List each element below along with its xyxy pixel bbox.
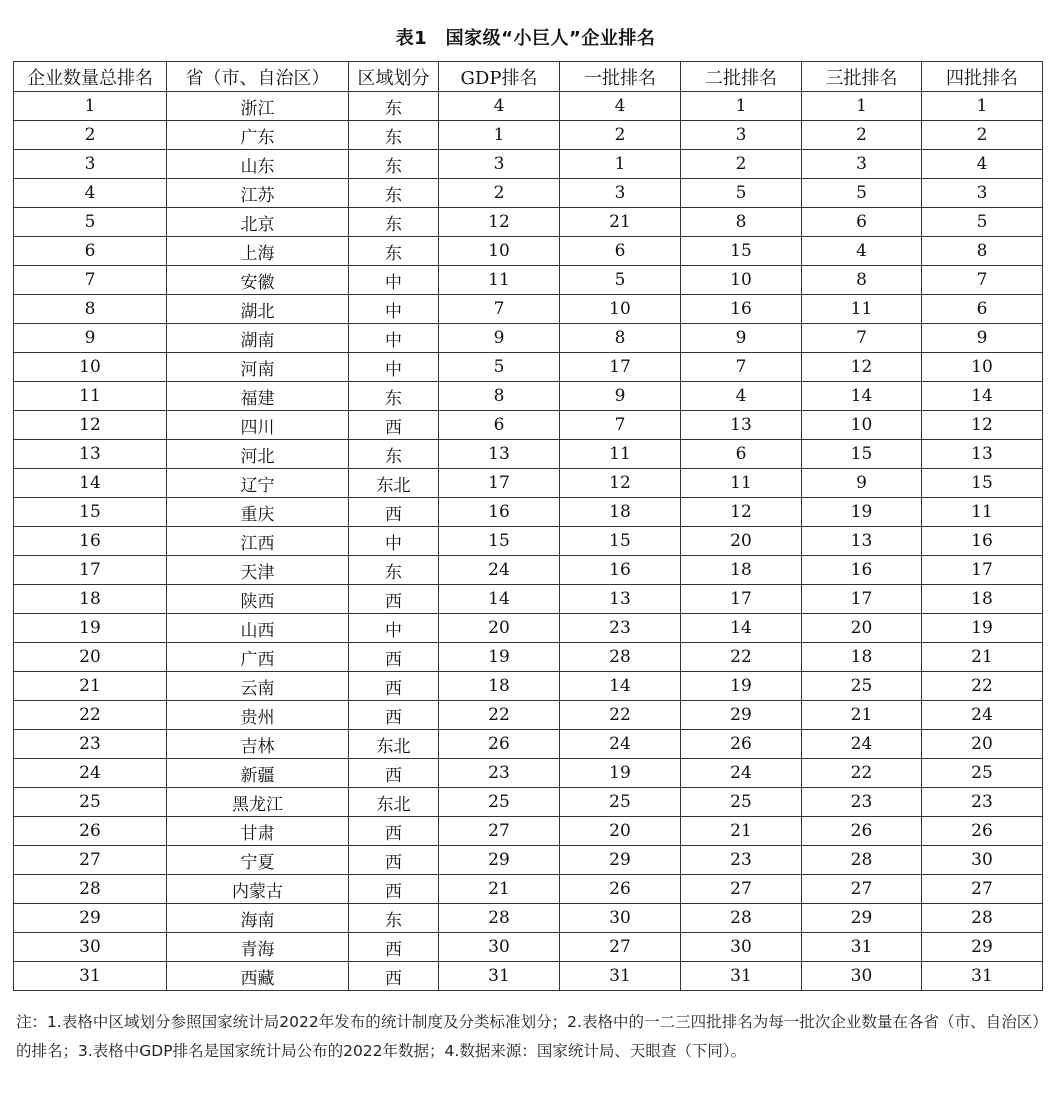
table-row	[14, 933, 1043, 962]
table-cell: 9	[560, 382, 681, 411]
table-cell: 陕西	[167, 585, 349, 614]
table-cell: 6	[802, 208, 922, 237]
table-cell: 1	[922, 92, 1043, 121]
table-cell: 14	[802, 382, 922, 411]
table-cell: 黑龙江	[167, 788, 349, 817]
table-cell: 17	[14, 556, 167, 585]
table-cell: 10	[439, 237, 560, 266]
table-cell: 26	[560, 875, 681, 904]
table-cell: 西	[349, 701, 439, 730]
table-cell: 7	[560, 411, 681, 440]
table-cell: 海南	[167, 904, 349, 933]
table-cell: 西	[349, 672, 439, 701]
table-cell: 18	[802, 643, 922, 672]
table-cell: 1	[560, 150, 681, 179]
table-cell: 29	[681, 701, 802, 730]
table-cell: 西藏	[167, 962, 349, 991]
table-cell: 3	[681, 121, 802, 150]
table-cell: 17	[922, 556, 1043, 585]
table-cell: 西	[349, 585, 439, 614]
table-cell: 西	[349, 643, 439, 672]
table-cell: 15	[922, 469, 1043, 498]
table-cell: 26	[922, 817, 1043, 846]
table-cell: 23	[14, 730, 167, 759]
table-cell: 东	[349, 208, 439, 237]
table-cell: 5	[439, 353, 560, 382]
table-cell: 4	[560, 92, 681, 121]
table-cell: 16	[14, 527, 167, 556]
table-cell: 26	[802, 817, 922, 846]
table-cell: 20	[802, 614, 922, 643]
table-row	[14, 643, 1043, 672]
table-row	[14, 672, 1043, 701]
table-cell: 22	[922, 672, 1043, 701]
table-cell: 22	[560, 701, 681, 730]
table-footnote: 注：1.表格中区域划分参照国家统计局2022年发布的统计制度及分类标准划分；2.表格中的一二三四批排名为每一批次企业数量在各省（市、自治区）的排名；3.表格中GDP排名是国家统计局公布的2022年数据；4.数据来源：国家统计局、天眼查（下同）。	[16, 1013, 1040, 1060]
table-cell: 3	[802, 150, 922, 179]
table-cell: 19	[681, 672, 802, 701]
table-cell: 16	[560, 556, 681, 585]
table-cell: 青海	[167, 933, 349, 962]
table-cell: 辽宁	[167, 469, 349, 498]
table-row	[14, 527, 1043, 556]
table-cell: 23	[802, 788, 922, 817]
table-cell: 31	[802, 933, 922, 962]
table-row	[14, 353, 1043, 382]
table-cell: 28	[802, 846, 922, 875]
table-cell: 14	[681, 614, 802, 643]
table-cell: 东	[349, 904, 439, 933]
table-body	[14, 92, 1043, 991]
column-header: 四批排名	[922, 62, 1043, 92]
table-cell: 东	[349, 179, 439, 208]
table-row	[14, 382, 1043, 411]
table-cell: 5	[802, 179, 922, 208]
table-cell: 8	[802, 266, 922, 295]
table-cell: 广东	[167, 121, 349, 150]
table-cell: 17	[802, 585, 922, 614]
table-row	[14, 295, 1043, 324]
table-cell: 5	[922, 208, 1043, 237]
table-cell: 28	[14, 875, 167, 904]
table-cell: 河南	[167, 353, 349, 382]
table-cell: 24	[681, 759, 802, 788]
table-row	[14, 730, 1043, 759]
table-cell: 27	[439, 817, 560, 846]
table-cell: 25	[14, 788, 167, 817]
table-cell: 3	[14, 150, 167, 179]
table-cell: 27	[14, 846, 167, 875]
table-cell: 23	[439, 759, 560, 788]
table-cell: 东北	[349, 788, 439, 817]
table-cell: 19	[14, 614, 167, 643]
table-cell: 2	[681, 150, 802, 179]
table-cell: 20	[681, 527, 802, 556]
table-cell: 22	[14, 701, 167, 730]
table-cell: 5	[681, 179, 802, 208]
table-row	[14, 237, 1043, 266]
table-cell: 13	[439, 440, 560, 469]
table-cell: 31	[14, 962, 167, 991]
table-cell: 26	[14, 817, 167, 846]
table-cell: 6	[439, 411, 560, 440]
table-cell: 15	[14, 498, 167, 527]
table-cell: 6	[14, 237, 167, 266]
table-cell: 30	[560, 904, 681, 933]
table-cell: 湖北	[167, 295, 349, 324]
table-cell: 10	[802, 411, 922, 440]
table-cell: 22	[802, 759, 922, 788]
table-cell: 23	[560, 614, 681, 643]
table-cell: 25	[681, 788, 802, 817]
table-cell: 11	[14, 382, 167, 411]
table-cell: 河北	[167, 440, 349, 469]
table-cell: 15	[439, 527, 560, 556]
table-cell: 上海	[167, 237, 349, 266]
table-cell: 山西	[167, 614, 349, 643]
table-cell: 四川	[167, 411, 349, 440]
table-cell: 9	[922, 324, 1043, 353]
table-cell: 24	[560, 730, 681, 759]
table-cell: 4	[681, 382, 802, 411]
table-cell: 23	[922, 788, 1043, 817]
table-cell: 21	[14, 672, 167, 701]
table-cell: 28	[681, 904, 802, 933]
table-cell: 19	[560, 759, 681, 788]
table-cell: 吉林	[167, 730, 349, 759]
table-cell: 10	[681, 266, 802, 295]
table-cell: 17	[681, 585, 802, 614]
table-cell: 10	[922, 353, 1043, 382]
table-row	[14, 469, 1043, 498]
column-header: 二批排名	[681, 62, 802, 92]
column-header: 三批排名	[802, 62, 922, 92]
table-cell: 东	[349, 92, 439, 121]
table-cell: 3	[922, 179, 1043, 208]
table-cell: 25	[922, 759, 1043, 788]
table-cell: 安徽	[167, 266, 349, 295]
table-cell: 21	[681, 817, 802, 846]
table-cell: 10	[14, 353, 167, 382]
table-cell: 24	[922, 701, 1043, 730]
table-row	[14, 150, 1043, 179]
table-cell: 16	[681, 295, 802, 324]
table-row	[14, 904, 1043, 933]
table-cell: 29	[14, 904, 167, 933]
table-cell: 26	[681, 730, 802, 759]
table-row	[14, 556, 1043, 585]
table-cell: 16	[802, 556, 922, 585]
table-cell: 23	[681, 846, 802, 875]
table-cell: 21	[560, 208, 681, 237]
table-cell: 27	[560, 933, 681, 962]
table-cell: 7	[14, 266, 167, 295]
table-cell: 7	[681, 353, 802, 382]
table-cell: 西	[349, 875, 439, 904]
table-cell: 新疆	[167, 759, 349, 788]
table-cell: 3	[560, 179, 681, 208]
table-cell: 西	[349, 962, 439, 991]
table-cell: 12	[14, 411, 167, 440]
table-cell: 18	[439, 672, 560, 701]
table-cell: 西	[349, 846, 439, 875]
table-row	[14, 962, 1043, 991]
table-cell: 16	[922, 527, 1043, 556]
table-cell: 重庆	[167, 498, 349, 527]
table-cell: 2	[922, 121, 1043, 150]
table-cell: 12	[560, 469, 681, 498]
table-cell: 6	[922, 295, 1043, 324]
table-cell: 宁夏	[167, 846, 349, 875]
table-cell: 西	[349, 817, 439, 846]
table-cell: 4	[922, 150, 1043, 179]
column-header: 一批排名	[560, 62, 681, 92]
table-cell: 3	[439, 150, 560, 179]
table-cell: 8	[14, 295, 167, 324]
table-cell: 27	[922, 875, 1043, 904]
column-header: GDP排名	[439, 62, 560, 92]
table-cell: 1	[802, 92, 922, 121]
table-cell: 13	[922, 440, 1043, 469]
table-cell: 28	[560, 643, 681, 672]
table-cell: 内蒙古	[167, 875, 349, 904]
table-cell: 28	[439, 904, 560, 933]
table-cell: 9	[439, 324, 560, 353]
table-cell: 9	[14, 324, 167, 353]
table-row	[14, 498, 1043, 527]
table-cell: 贵州	[167, 701, 349, 730]
table-cell: 东北	[349, 469, 439, 498]
table-cell: 7	[922, 266, 1043, 295]
table-row	[14, 875, 1043, 904]
table-cell: 东	[349, 237, 439, 266]
table-row	[14, 266, 1043, 295]
table-cell: 西	[349, 933, 439, 962]
table-cell: 31	[439, 962, 560, 991]
table-cell: 14	[922, 382, 1043, 411]
table-cell: 13	[802, 527, 922, 556]
table-cell: 广西	[167, 643, 349, 672]
table-cell: 8	[560, 324, 681, 353]
table-row	[14, 324, 1043, 353]
table-cell: 26	[439, 730, 560, 759]
table-cell: 29	[802, 904, 922, 933]
table-cell: 12	[681, 498, 802, 527]
table-cell: 31	[681, 962, 802, 991]
table-cell: 中	[349, 527, 439, 556]
table-cell: 27	[802, 875, 922, 904]
table-cell: 2	[802, 121, 922, 150]
table-cell: 9	[681, 324, 802, 353]
table-cell: 4	[802, 237, 922, 266]
table-cell: 江西	[167, 527, 349, 556]
table-cell: 16	[439, 498, 560, 527]
table-row	[14, 208, 1043, 237]
table-row	[14, 701, 1043, 730]
table-cell: 西	[349, 411, 439, 440]
table-row	[14, 179, 1043, 208]
table-cell: 22	[681, 643, 802, 672]
table-cell: 30	[922, 846, 1043, 875]
table-cell: 31	[560, 962, 681, 991]
table-cell: 中	[349, 266, 439, 295]
table-cell: 西	[349, 759, 439, 788]
table-cell: 湖南	[167, 324, 349, 353]
table-cell: 7	[802, 324, 922, 353]
table-cell: 27	[681, 875, 802, 904]
table-cell: 12	[922, 411, 1043, 440]
table-cell: 1	[439, 121, 560, 150]
table-row	[14, 788, 1043, 817]
table-cell: 福建	[167, 382, 349, 411]
table-cell: 8	[681, 208, 802, 237]
table-cell: 5	[14, 208, 167, 237]
table-cell: 9	[802, 469, 922, 498]
table-cell: 25	[439, 788, 560, 817]
table-cell: 甘肃	[167, 817, 349, 846]
table-row	[14, 585, 1043, 614]
table-cell: 山东	[167, 150, 349, 179]
table-cell: 25	[802, 672, 922, 701]
table-cell: 30	[802, 962, 922, 991]
table-cell: 20	[560, 817, 681, 846]
table-cell: 24	[439, 556, 560, 585]
table-cell: 14	[439, 585, 560, 614]
table-cell: 19	[439, 643, 560, 672]
table-cell: 18	[922, 585, 1043, 614]
table-cell: 东	[349, 121, 439, 150]
table-cell: 30	[14, 933, 167, 962]
column-header: 企业数量总排名	[14, 62, 167, 92]
table-cell: 东北	[349, 730, 439, 759]
table-cell: 24	[14, 759, 167, 788]
table-cell: 17	[439, 469, 560, 498]
table-cell: 24	[802, 730, 922, 759]
table-cell: 中	[349, 295, 439, 324]
table-row	[14, 440, 1043, 469]
table-cell: 北京	[167, 208, 349, 237]
table-cell: 20	[14, 643, 167, 672]
table-row	[14, 92, 1043, 121]
table-cell: 2	[439, 179, 560, 208]
table-cell: 4	[14, 179, 167, 208]
table-cell: 18	[14, 585, 167, 614]
table-cell: 21	[439, 875, 560, 904]
table-cell: 19	[802, 498, 922, 527]
table-cell: 17	[560, 353, 681, 382]
table-cell: 18	[560, 498, 681, 527]
table-row	[14, 759, 1043, 788]
table-cell: 西	[349, 498, 439, 527]
table-cell: 15	[802, 440, 922, 469]
table-cell: 22	[439, 701, 560, 730]
table-cell: 30	[439, 933, 560, 962]
table-cell: 云南	[167, 672, 349, 701]
table-cell: 6	[560, 237, 681, 266]
column-header: 区域划分	[349, 62, 439, 92]
table-cell: 1	[14, 92, 167, 121]
table-cell: 15	[560, 527, 681, 556]
table-cell: 东	[349, 556, 439, 585]
table-cell: 东	[349, 382, 439, 411]
table-row	[14, 121, 1043, 150]
table-cell: 1	[681, 92, 802, 121]
ranking-table	[13, 61, 1043, 991]
table-cell: 11	[802, 295, 922, 324]
table-cell: 天津	[167, 556, 349, 585]
table-row	[14, 411, 1043, 440]
table-cell: 21	[922, 643, 1043, 672]
table-cell: 10	[560, 295, 681, 324]
table-header-row	[14, 62, 1043, 92]
table-cell: 8	[922, 237, 1043, 266]
table-cell: 东	[349, 440, 439, 469]
table-cell: 11	[439, 266, 560, 295]
table-cell: 31	[922, 962, 1043, 991]
table-cell: 14	[560, 672, 681, 701]
table-cell: 2	[14, 121, 167, 150]
table-cell: 7	[439, 295, 560, 324]
table-cell: 29	[560, 846, 681, 875]
table-cell: 11	[681, 469, 802, 498]
table-cell: 2	[560, 121, 681, 150]
table-cell: 5	[560, 266, 681, 295]
table-cell: 11	[922, 498, 1043, 527]
table-cell: 21	[802, 701, 922, 730]
table-cell: 中	[349, 614, 439, 643]
table-cell: 14	[14, 469, 167, 498]
table-cell: 13	[14, 440, 167, 469]
table-cell: 浙江	[167, 92, 349, 121]
table-cell: 江苏	[167, 179, 349, 208]
table-cell: 20	[439, 614, 560, 643]
table-cell: 中	[349, 353, 439, 382]
table-cell: 12	[439, 208, 560, 237]
table-cell: 中	[349, 324, 439, 353]
table-cell: 8	[439, 382, 560, 411]
table-row	[14, 846, 1043, 875]
table-cell: 15	[681, 237, 802, 266]
table-title: 表1 国家级“小巨人”企业排名	[395, 28, 656, 49]
table-cell: 29	[439, 846, 560, 875]
column-header: 省（市、自治区）	[167, 62, 349, 92]
table-cell: 20	[922, 730, 1043, 759]
table-cell: 28	[922, 904, 1043, 933]
table-cell: 30	[681, 933, 802, 962]
table-cell: 19	[922, 614, 1043, 643]
table-cell: 东	[349, 150, 439, 179]
table-cell: 13	[681, 411, 802, 440]
table-row	[14, 614, 1043, 643]
table-cell: 18	[681, 556, 802, 585]
table-cell: 13	[560, 585, 681, 614]
table-row	[14, 817, 1043, 846]
table-cell: 12	[802, 353, 922, 382]
table-cell: 4	[439, 92, 560, 121]
table-cell: 6	[681, 440, 802, 469]
table-cell: 11	[560, 440, 681, 469]
table-cell: 25	[560, 788, 681, 817]
table-cell: 29	[922, 933, 1043, 962]
